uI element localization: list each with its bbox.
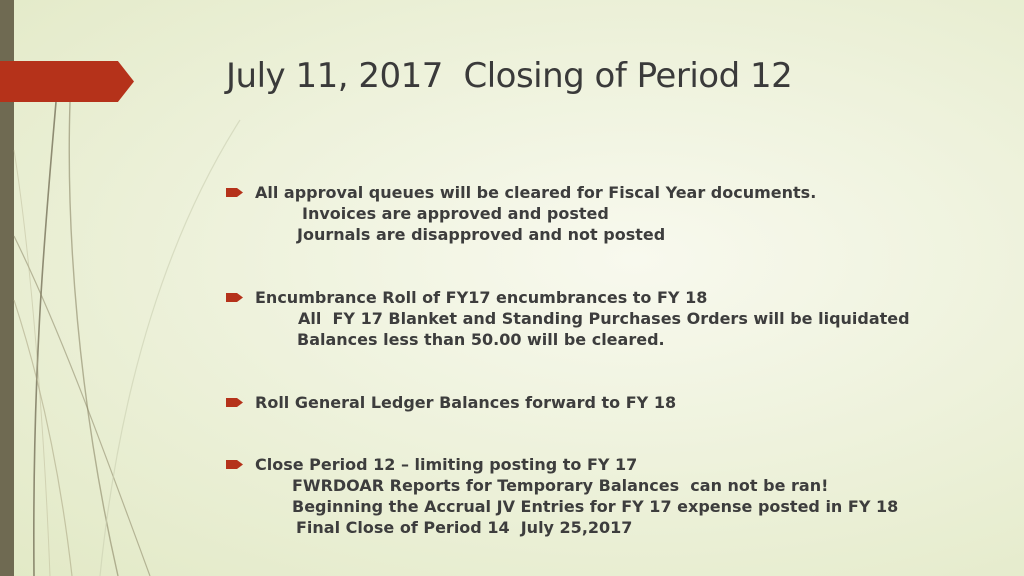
title-accent-arrow [0, 61, 134, 102]
bullet-subtext: All FY 17 Blanket and Standing Purchases Orders will be liquidated [298, 309, 910, 328]
arrow-bullet-icon [226, 398, 243, 407]
arrow-bullet-icon [226, 460, 243, 469]
bullet-text: Encumbrance Roll of FY17 encumbrances to FY 18 [255, 288, 708, 307]
arrow-bullet-icon [226, 293, 243, 302]
bullet-text: All approval queues will be cleared for Fiscal Year documents. [255, 183, 817, 202]
bullet-text: Roll General Ledger Balances forward to FY 18 [255, 393, 677, 412]
bullet-item [226, 287, 910, 350]
bullet-subtext: Journals are disapproved and not posted [297, 225, 666, 244]
bullet-subtext: FWRDOAR Reports for Temporary Balances can not be ran! [292, 476, 829, 495]
arrow-bullet-icon [226, 188, 243, 197]
bullet-subtext: Invoices are approved and posted [302, 204, 609, 223]
bullet-item [226, 392, 676, 413]
bullet-subtext: Final Close of Period 14 July 25,2017 [296, 518, 633, 537]
slide-title: July 11, 2017 Closing of Period 12 [226, 56, 793, 96]
bullet-subtext: Balances less than 50.00 will be cleared. [297, 330, 665, 349]
bullet-subtext: Beginning the Accrual JV Entries for FY 17 expense posted in FY 18 [292, 497, 899, 516]
bullet-item [226, 182, 816, 245]
bullet-item [226, 454, 898, 538]
bullet-text: Close Period 12 – limiting posting to FY 17 [255, 455, 638, 474]
